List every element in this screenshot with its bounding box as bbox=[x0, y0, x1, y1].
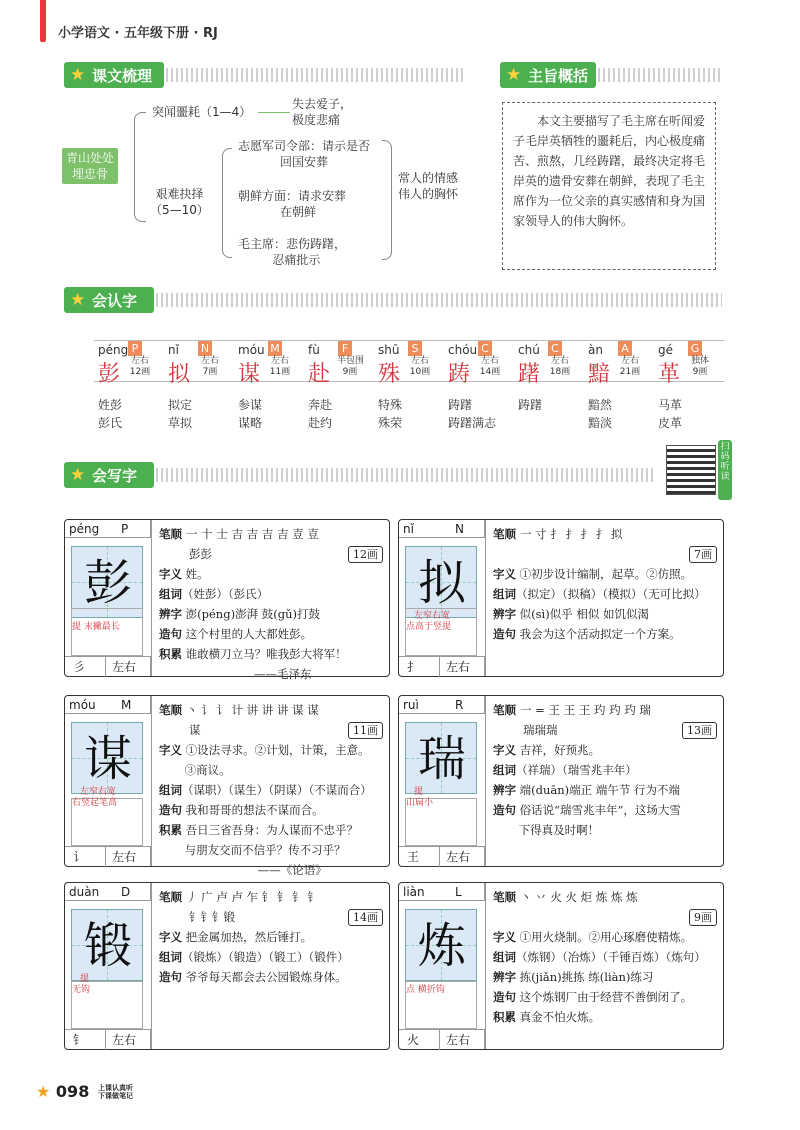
card-line bbox=[159, 604, 383, 624]
pinyin: chú bbox=[518, 343, 540, 357]
line-text: 拣(jiǎn)挑拣 练(liàn)练习 bbox=[516, 970, 654, 984]
card-body bbox=[159, 524, 383, 684]
card-line bbox=[493, 604, 717, 624]
pinyin: nǐ bbox=[403, 522, 414, 536]
initial-letter: N bbox=[455, 522, 464, 536]
card-body bbox=[493, 700, 717, 840]
label: 积累 bbox=[159, 823, 182, 837]
writing-grid bbox=[71, 909, 143, 995]
line-text: （拟定）（拟稿）（模拟）（无可比拟） bbox=[516, 587, 706, 601]
map-sub-2: 朝鲜方面：请求安葬 在朝鲜 bbox=[238, 189, 347, 219]
stroke-order bbox=[493, 700, 717, 720]
word: 踌躇满志 bbox=[448, 416, 497, 430]
qr-code[interactable] bbox=[666, 445, 716, 495]
character: 躇 bbox=[518, 362, 541, 387]
radical: 讠 bbox=[73, 850, 86, 864]
writing-grid bbox=[405, 909, 477, 995]
label: 字义 bbox=[493, 567, 516, 581]
line-text: 我和哥哥的想法不谋而合。 bbox=[182, 803, 324, 817]
line-text: ①初步设计编制，起草。②仿照。 bbox=[516, 567, 693, 581]
label: 组词 bbox=[159, 950, 182, 964]
pinyin: móu bbox=[238, 343, 265, 357]
card-line bbox=[159, 820, 383, 840]
stroke-order bbox=[159, 887, 383, 907]
big-character: 炼 bbox=[417, 918, 466, 974]
initial-letter: P bbox=[121, 522, 129, 536]
pinyin: liàn bbox=[403, 885, 425, 899]
recognize-char bbox=[518, 341, 574, 387]
line-text: 澎(péng)澎湃 鼓(gǔ)打鼓 bbox=[182, 607, 320, 621]
pinyin: móu bbox=[69, 698, 96, 712]
word: 彭氏 bbox=[98, 416, 123, 430]
star-icon: ★ bbox=[506, 65, 522, 85]
line-text: 谁敢横刀立马？唯我彭大将军！ bbox=[182, 647, 347, 661]
card-line bbox=[493, 564, 717, 584]
star-icon: ★ bbox=[70, 290, 86, 310]
stroke-order bbox=[493, 887, 717, 907]
recognize-char bbox=[308, 341, 365, 387]
line-text: ①设法寻求。②计划，计策，主意。 bbox=[182, 743, 370, 757]
stroke-sequence: 丶 讠 讠 计 讲 讲 讲 谋 谋 bbox=[186, 703, 319, 717]
label: 字义 bbox=[159, 930, 182, 944]
recognize-char bbox=[238, 341, 294, 387]
initial-letter: F bbox=[338, 341, 352, 356]
card-body bbox=[159, 887, 383, 987]
card-line bbox=[159, 740, 383, 760]
word: 拟定 bbox=[168, 398, 193, 412]
red-margin-bar bbox=[40, 0, 46, 42]
word: 奔赴 bbox=[308, 398, 333, 412]
card-footer bbox=[65, 1029, 151, 1049]
card-title: 彭彭 bbox=[189, 547, 212, 561]
card-title: 瑞瑞瑞 bbox=[523, 723, 558, 737]
line-text: 我会为这个活动拟定一个方案。 bbox=[516, 627, 681, 641]
radical: 火 bbox=[407, 1033, 420, 1047]
char-card bbox=[398, 882, 724, 1050]
page-header: 小学语文 · 五年级下册 · RJ bbox=[58, 26, 218, 41]
map-root: 青山处处 埋忠骨 bbox=[62, 148, 118, 184]
label: 积累 bbox=[493, 1010, 516, 1024]
card-title: 钅钅钅锻 bbox=[189, 910, 235, 924]
title-line bbox=[493, 907, 717, 927]
card-footer bbox=[65, 846, 151, 866]
line-text: （锻炼）（锻造）（锻工）（锻件） bbox=[182, 950, 349, 964]
card-line bbox=[493, 760, 717, 780]
stroke-sequence: 丿 广 卢 卢 乍 钅 钅 钅 钅 bbox=[186, 890, 319, 904]
stroke-hint: 提 末撇最长 bbox=[72, 622, 120, 632]
card-line bbox=[493, 987, 717, 1007]
stroke-order bbox=[493, 524, 717, 544]
card-pinyin-tag bbox=[399, 696, 485, 714]
card-pinyin-tag bbox=[399, 883, 485, 901]
card-body bbox=[493, 887, 717, 1027]
initial-letter: S bbox=[408, 341, 422, 356]
card-line bbox=[493, 1007, 717, 1027]
writing-grid bbox=[71, 722, 143, 808]
structure-strokes: 独体 9画 bbox=[690, 356, 709, 377]
card-line bbox=[493, 584, 717, 604]
star-icon: ★ bbox=[70, 465, 86, 485]
stroke-sequence: 一 寸 扌 扌 扌 扌 拟 bbox=[520, 527, 623, 541]
structure: 左右 bbox=[105, 847, 151, 867]
label: 造句 bbox=[159, 803, 182, 817]
card-line: ——《论语》 bbox=[159, 863, 327, 877]
line-text: 端(duān)端正 端午节 行为不端 bbox=[516, 783, 680, 797]
card-line bbox=[493, 800, 717, 820]
stroke-count: 7画 bbox=[689, 546, 717, 563]
title-line bbox=[159, 907, 383, 927]
initial-letter: M bbox=[121, 698, 132, 712]
label: 组词 bbox=[159, 587, 182, 601]
label: 字义 bbox=[493, 743, 516, 757]
structure-strokes: 左右 11画 bbox=[269, 356, 291, 377]
card-line bbox=[159, 947, 383, 967]
card-line bbox=[493, 947, 717, 967]
label: 造句 bbox=[493, 803, 516, 817]
word: 特殊 bbox=[378, 398, 403, 412]
structure: 左右 bbox=[439, 1030, 485, 1050]
card-line bbox=[493, 740, 717, 760]
label: 笔顺 bbox=[159, 703, 187, 717]
word: 参谋 bbox=[238, 398, 263, 412]
card-line: 下得真及时啊！ bbox=[493, 823, 600, 837]
stroke-order bbox=[159, 700, 383, 720]
pinyin: ruì bbox=[403, 698, 419, 712]
banner-stripe bbox=[156, 293, 722, 307]
label: 字义 bbox=[493, 930, 516, 944]
card-title: 谋 bbox=[189, 723, 201, 737]
line-text: 真金不怕火炼。 bbox=[516, 1010, 601, 1024]
label: 组词 bbox=[493, 950, 516, 964]
initial-letter: D bbox=[121, 885, 131, 899]
character: 革 bbox=[658, 362, 681, 387]
card-footer bbox=[65, 656, 151, 676]
label: 笔顺 bbox=[159, 527, 187, 541]
radical: 王 bbox=[407, 850, 420, 864]
big-character: 谋 bbox=[83, 731, 132, 787]
structure-hint: 左窄右宽 bbox=[80, 787, 117, 797]
word: 谋略 bbox=[238, 416, 263, 430]
structure: 左右 bbox=[105, 657, 151, 677]
structure: 左右 bbox=[105, 1030, 151, 1050]
structure-strokes: 左右 7画 bbox=[200, 356, 219, 377]
label: 造句 bbox=[159, 970, 182, 984]
label: 造句 bbox=[159, 627, 182, 641]
section-write-banner: ★ 会写字 bbox=[64, 462, 154, 488]
stroke-order bbox=[159, 524, 383, 544]
stroke-count: 14画 bbox=[348, 909, 383, 926]
pinyin: gé bbox=[658, 343, 673, 357]
line-text: 俗话说“瑞雪兆丰年”，这场大雪 bbox=[516, 803, 681, 817]
line-text: （姓彭）（彭氏） bbox=[182, 587, 269, 601]
big-character: 彭 bbox=[83, 555, 132, 611]
recognize-char bbox=[448, 341, 504, 387]
initial-letter: R bbox=[455, 698, 464, 712]
label: 辨字 bbox=[493, 607, 516, 621]
practice-cells bbox=[71, 608, 143, 656]
card-line bbox=[159, 564, 383, 584]
star-icon: ★ bbox=[70, 65, 86, 85]
stroke-hint: 山扁小 bbox=[406, 798, 434, 808]
line-text: （谋职）（谋生）（阴谋）（不谋而合） bbox=[182, 783, 372, 797]
recognize-char bbox=[98, 341, 154, 387]
character: 谋 bbox=[238, 362, 261, 387]
initial-letter: C bbox=[548, 341, 562, 356]
char-card bbox=[64, 882, 390, 1050]
stroke-count: 9画 bbox=[689, 909, 717, 926]
label: 字义 bbox=[159, 567, 182, 581]
structure-hint: 左窄右宽 bbox=[414, 611, 451, 621]
pinyin: fù bbox=[308, 343, 320, 357]
footer-tag: 上课认真听 下课做笔记 bbox=[98, 1084, 133, 1100]
line-text: 这个村里的人大都姓彭。 bbox=[182, 627, 313, 641]
radical: 扌 bbox=[407, 660, 420, 674]
stroke-hint: 右竖起笔高 bbox=[72, 798, 118, 808]
word: 黯然 bbox=[588, 398, 613, 412]
card-line: ——毛泽东 bbox=[159, 667, 312, 681]
label: 组词 bbox=[159, 783, 182, 797]
card-footer bbox=[399, 656, 485, 676]
card-footer bbox=[399, 846, 485, 866]
word: 草拟 bbox=[168, 416, 193, 430]
pinyin: shū bbox=[378, 343, 400, 357]
writing-grid bbox=[405, 546, 477, 632]
line-text: 把金属加热，然后锤打。 bbox=[182, 930, 313, 944]
line-text: 似(sì)似乎 相似 如饥似渴 bbox=[516, 607, 650, 621]
structure-strokes: 左右 18画 bbox=[549, 356, 571, 377]
card-line bbox=[159, 584, 383, 604]
label: 辨字 bbox=[493, 783, 516, 797]
card-pinyin-tag bbox=[65, 696, 151, 714]
banner-stripe bbox=[598, 68, 722, 82]
character: 黯 bbox=[588, 362, 611, 387]
label: 组词 bbox=[493, 763, 516, 777]
char-card bbox=[64, 519, 390, 681]
pinyin: àn bbox=[588, 343, 603, 357]
stroke-hint: 无钩 bbox=[72, 985, 91, 995]
initial-letter: C bbox=[478, 341, 492, 356]
word: 踌躇 bbox=[448, 398, 473, 412]
structure-strokes: 半包围 9画 bbox=[337, 356, 365, 377]
line-text: 吉祥，好预兆。 bbox=[516, 743, 601, 757]
label: 笔顺 bbox=[493, 890, 521, 904]
section-summary-banner: ★ 主旨概括 bbox=[500, 62, 596, 88]
card-pinyin-tag bbox=[65, 520, 151, 538]
word: 踌躇 bbox=[518, 398, 543, 412]
character: 殊 bbox=[378, 362, 401, 387]
char-card bbox=[398, 519, 724, 677]
map-arrow bbox=[258, 112, 290, 113]
card-line bbox=[159, 624, 383, 644]
radical: 彡 bbox=[73, 660, 86, 674]
character: 彭 bbox=[98, 362, 121, 387]
structure-hint: 提 bbox=[414, 787, 424, 797]
section-structure-banner: ★ 课文梳理 bbox=[64, 62, 164, 88]
structure: 左右 bbox=[439, 657, 485, 677]
label: 造句 bbox=[493, 627, 516, 641]
divider bbox=[151, 696, 152, 866]
map-conclusion: 常人的情感 伟人的胸怀 bbox=[398, 171, 459, 201]
map-branch-1: 突闻噩耗（1—4） bbox=[152, 105, 252, 119]
map-sub-3: 毛主席：悲伤踌躇， 忍痛批示 bbox=[238, 237, 347, 267]
stroke-count: 13画 bbox=[682, 722, 717, 739]
card-footer bbox=[399, 1029, 485, 1049]
label: 积累 bbox=[159, 647, 182, 661]
recognize-char bbox=[168, 341, 224, 387]
card-pinyin-tag bbox=[399, 520, 485, 538]
char-card bbox=[64, 695, 390, 877]
card-line: ③商议。 bbox=[159, 763, 231, 777]
divider bbox=[151, 883, 152, 1049]
word: 姓彭 bbox=[98, 398, 123, 412]
line-text: （祥瑞）（瑞雪兆丰年） bbox=[516, 763, 637, 777]
map-brace-1 bbox=[134, 112, 146, 222]
line-text: （炼钢）（冶炼）（千锤百炼）（炼句） bbox=[516, 950, 706, 964]
pinyin: péng bbox=[98, 343, 129, 357]
qr-tag: 扫码听读 bbox=[718, 440, 732, 500]
card-line bbox=[159, 780, 383, 800]
initial-letter: N bbox=[198, 341, 212, 356]
char-card bbox=[398, 695, 724, 867]
structure-strokes: 左右 10画 bbox=[409, 356, 431, 377]
map-brace-2 bbox=[222, 148, 232, 258]
label: 组词 bbox=[493, 587, 516, 601]
section-recognize-banner: ★ 会认字 bbox=[64, 287, 154, 313]
structure-strokes: 左右 21画 bbox=[619, 356, 641, 377]
title-line bbox=[493, 544, 717, 564]
banner-stripe bbox=[166, 68, 466, 82]
line-text: 吾日三省吾身：为人谋而不忠乎？ bbox=[182, 823, 359, 837]
map-branch-2: 艰难抉择 （5—10） bbox=[150, 187, 209, 217]
card-line bbox=[493, 780, 717, 800]
label: 笔顺 bbox=[493, 527, 521, 541]
writing-grid bbox=[71, 546, 143, 632]
big-character: 瑞 bbox=[417, 731, 466, 787]
page-footer bbox=[36, 1082, 133, 1101]
structure: 左右 bbox=[439, 847, 485, 867]
card-body bbox=[493, 524, 717, 644]
divider bbox=[485, 696, 486, 866]
character: 赴 bbox=[308, 362, 331, 387]
line-text: 姓。 bbox=[182, 567, 209, 581]
word: 黯淡 bbox=[588, 416, 613, 430]
page-number: 098 bbox=[55, 1082, 90, 1101]
card-line bbox=[159, 800, 383, 820]
summary-box: 本文主要描写了毛主席在听闻爱子毛岸英牺牲的噩耗后，内心极度痛苦、煎熬，几经踌躇，最终决定将毛岸英的遗骨安葬在朝鲜，表现了毛主席作为一位父亲的真实感情和身为国家领导人的伟大胸怀。 bbox=[502, 102, 716, 270]
recognize-char bbox=[378, 341, 434, 387]
label: 辨字 bbox=[493, 970, 516, 984]
stroke-count: 12画 bbox=[348, 546, 383, 563]
initial-letter: G bbox=[688, 341, 702, 356]
card-pinyin-tag bbox=[65, 883, 151, 901]
pinyin: chóu bbox=[448, 343, 478, 357]
label: 笔顺 bbox=[159, 890, 187, 904]
line-text: 这个炼钢厂由于经营不善倒闭了。 bbox=[516, 990, 693, 1004]
card-line: 与朋友交而不信乎？传不习乎？ bbox=[159, 843, 346, 857]
stroke-hint: 点 横折钩 bbox=[406, 985, 445, 995]
card-line bbox=[493, 967, 717, 987]
recognize-char bbox=[588, 341, 644, 387]
recognize-char bbox=[658, 341, 714, 387]
pinyin: péng bbox=[69, 522, 100, 536]
word: 马革 bbox=[658, 398, 683, 412]
map-sub-1: 志愿军司令部：请示是否 回国安葬 bbox=[238, 139, 371, 169]
card-body bbox=[159, 700, 383, 880]
card-line bbox=[493, 624, 717, 644]
banner-stripe bbox=[156, 468, 656, 482]
initial-letter: P bbox=[128, 341, 142, 356]
stroke-hint: 点高于竖提 bbox=[406, 622, 452, 632]
initial-letter: L bbox=[455, 885, 462, 899]
pinyin: duàn bbox=[69, 885, 100, 899]
line-text: 爷爷每天都会去公园锻炼身体。 bbox=[182, 970, 347, 984]
pinyin: nǐ bbox=[168, 343, 179, 357]
label: 辨字 bbox=[159, 607, 182, 621]
character: 拟 bbox=[168, 362, 191, 387]
label: 笔顺 bbox=[493, 703, 521, 717]
stroke-sequence: 一 = 王 王 王 玓 玓 玓 瑞 bbox=[520, 703, 651, 717]
structure-strokes: 左右 12画 bbox=[129, 356, 151, 377]
label: 字义 bbox=[159, 743, 182, 757]
word: 赴约 bbox=[308, 416, 333, 430]
map-branch-1-result: 失去爱子， 极度悲痛 bbox=[292, 97, 353, 127]
big-character: 锻 bbox=[83, 918, 132, 974]
structure-hint: 提 bbox=[80, 974, 90, 984]
radical: 钅 bbox=[73, 1033, 86, 1047]
card-line bbox=[159, 967, 383, 987]
line-text: ①用火烧制。②用心琢磨使精炼。 bbox=[516, 930, 693, 944]
label: 造句 bbox=[493, 990, 516, 1004]
initial-letter: A bbox=[618, 341, 632, 356]
divider bbox=[485, 883, 486, 1049]
title-line bbox=[493, 720, 717, 740]
writing-grid bbox=[405, 722, 477, 808]
recognize-row bbox=[94, 340, 724, 387]
stroke-sequence: 丶 丷 火 火 炬 炼 炼 炼 bbox=[520, 890, 638, 904]
character: 踌 bbox=[448, 362, 471, 387]
card-line bbox=[493, 927, 717, 947]
big-character: 拟 bbox=[417, 555, 466, 611]
stroke-count: 11画 bbox=[348, 722, 383, 739]
divider bbox=[151, 520, 152, 676]
title-line bbox=[159, 720, 383, 740]
star-mascot-icon: ★ bbox=[36, 1082, 51, 1101]
map-right-brace bbox=[382, 140, 392, 260]
card-line bbox=[159, 644, 383, 664]
word: 殊荣 bbox=[378, 416, 403, 430]
structure-strokes: 左右 14画 bbox=[479, 356, 501, 377]
divider bbox=[485, 520, 486, 676]
initial-letter: M bbox=[268, 341, 282, 356]
title-line bbox=[159, 544, 383, 564]
word: 皮革 bbox=[658, 416, 683, 430]
card-line bbox=[159, 927, 383, 947]
stroke-sequence: 一 十 士 吉 吉 吉 吉 壴 壴 bbox=[186, 527, 319, 541]
